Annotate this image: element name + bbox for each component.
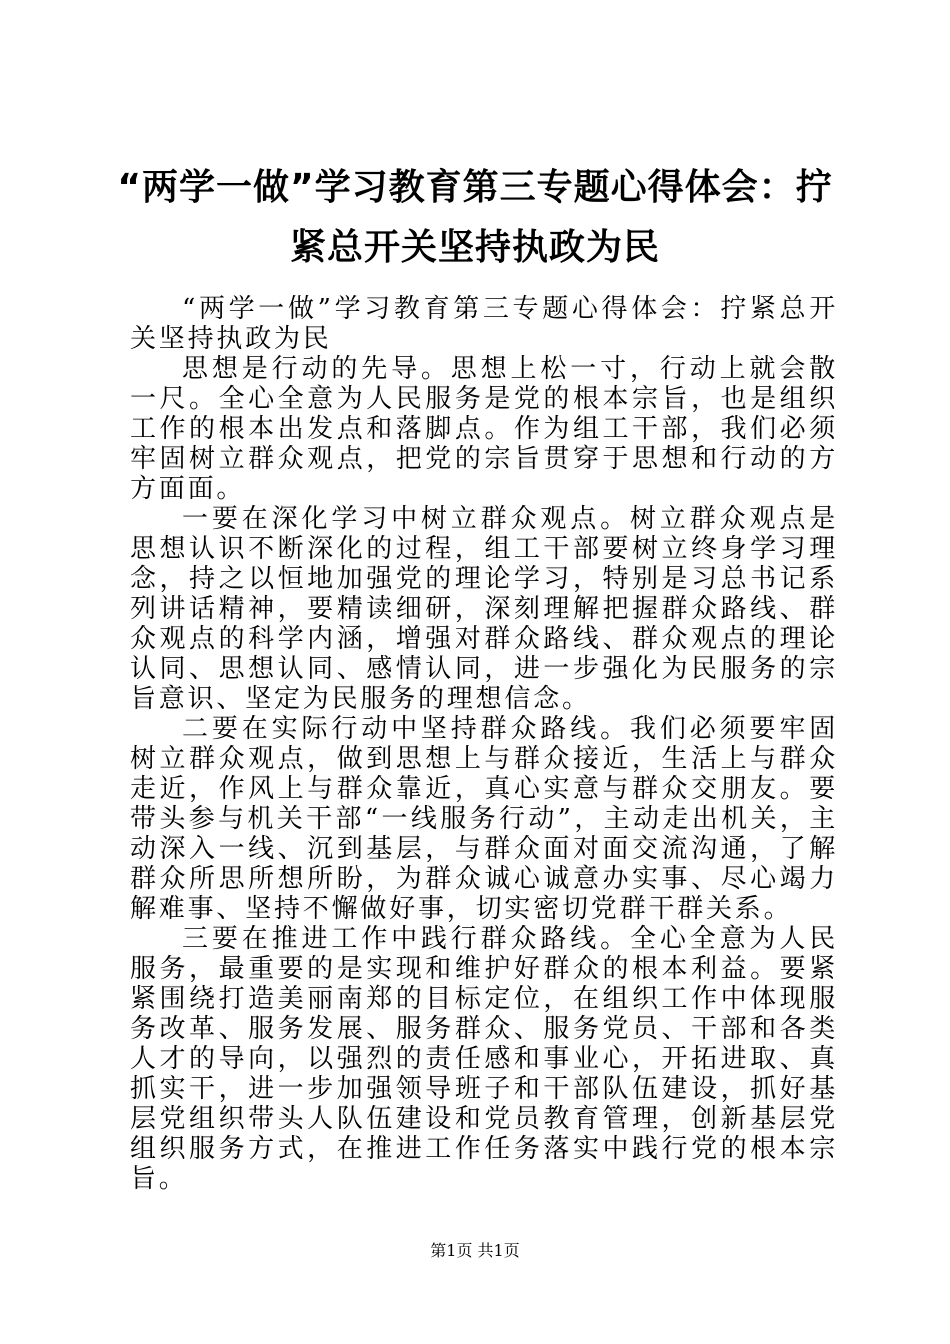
- page-number-footer: 第1页 共1页: [430, 1241, 520, 1260]
- document-body: [130, 294, 838, 1194]
- document-title: “两学一做”学习教育第三专题心得体会：拧紧总开关坚持执政为民: [117, 167, 833, 268]
- paragraph-point-three: 三要在推进工作中践行群众路线。全心全意为人民服务，最重要的是实现和维护好群众的根本利益。要紧紧围绕打造美丽南郑的目标定位，在组织工作中体现服务改革、服务发展、服务群众、服务党员、干部和各类人才的导向，以强烈的责任感和事业心，开拓进取、真抓实干，进一步加强领导班子和干部队伍建设，抓好基层党组织带头人队伍建设和党员教育管理，创新基层党组织服务方式，在推进工作任务落实中践行党的根本宗旨。: [130, 924, 838, 1194]
- paragraph-thought-guide: 思想是行动的先导。思想上松一寸，行动上就会散一尺。全心全意为人民服务是党的根本宗旨，也是组织工作的根本出发点和落脚点。作为组工干部，我们必须牢固树立群众观点，把党的宗旨贯穿于思想和行动的方方面面。: [130, 354, 838, 504]
- paragraph-point-two: 二要在实际行动中坚持群众路线。我们必须要牢固树立群众观点，做到思想上与群众接近，生活上与群众走近，作风上与群众靠近，真心实意与群众交朋友。要带头参与机关干部“一线服务行动”，主动走出机关，主动深入一线、沉到基层，与群众面对面交流沟通，了解群众所思所想所盼，为群众诚心诚意办实事、尽心竭力解难事、坚持不懈做好事，切实密切党群干群关系。: [130, 714, 838, 924]
- paragraph-point-one: 一要在深化学习中树立群众观点。树立群众观点是思想认识不断深化的过程，组工干部要树立终身学习理念，持之以恒地加强党的理论学习，特别是习总书记系列讲话精神，要精读细研，深刻理解把握群众路线、群众观点的科学内涵，增强对群众路线、群众观点的理论认同、思想认同、感情认同，进一步强化为民服务的宗旨意识、坚定为民服务的理想信念。: [130, 504, 838, 714]
- paragraph-intro-title: “两学一做”学习教育第三专题心得体会：拧紧总开关坚持执政为民: [130, 294, 838, 354]
